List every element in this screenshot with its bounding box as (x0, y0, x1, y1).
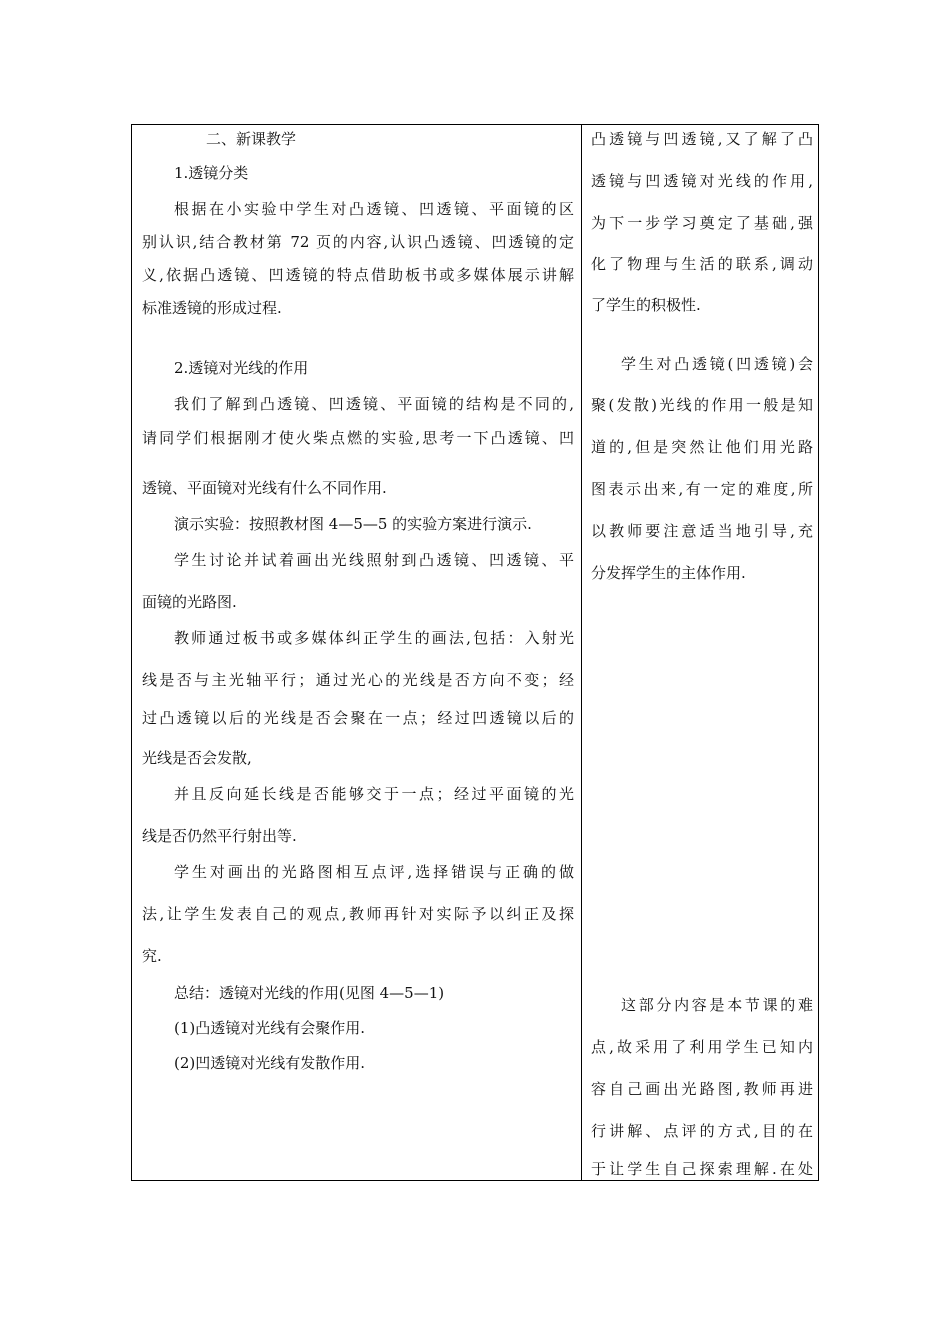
text-line: 透镜与凹透镜对光线的作用, (591, 172, 813, 190)
text-line: 了学生的积极性. (591, 296, 701, 314)
text-line: 透镜、平面镜对光线有什么不同作用. (142, 479, 387, 497)
text-line: 演示实验：按照教材图 4—5—5 的实验方案进行演示. (174, 515, 532, 533)
text-line: 教师通过板书或多媒体纠正学生的画法,包括：入射光 (174, 629, 574, 647)
text-line: 总结：透镜对光线的作用(见图 4—5—1) (174, 984, 445, 1002)
text-line: 容自己画出光路图,教师再进 (591, 1080, 813, 1098)
text-line: (1)凸透镜对光线有会聚作用. (174, 1019, 366, 1037)
text-line: 二、新课教学 (206, 130, 297, 148)
text-line: 这部分内容是本节课的难 (621, 996, 813, 1014)
text-line: 图表示出来,有一定的难度,所 (591, 480, 813, 498)
text-line: 行讲解、点评的方式,目的在 (591, 1122, 813, 1140)
text-line: 2.透镜对光线的作用 (174, 359, 309, 377)
text-line: 面镜的光路图. (142, 593, 237, 611)
text-line: 请同学们根据刚才使火柴点燃的实验,思考一下凸透镜、凹 (142, 429, 574, 447)
text-line: 标准透镜的形成过程. (142, 299, 282, 317)
text-line: 学生讨论并试着画出光线照射到凸透镜、凹透镜、平 (174, 551, 574, 569)
text-line: 过凸透镜以后的光线是否会聚在一点；经过凹透镜以后的 (142, 709, 574, 727)
text-line: 别认识,结合教材第 72 页的内容,认识凸透镜、凹透镜的定 (142, 233, 574, 251)
text-line: 线是否与主光轴平行；通过光心的光线是否方向不变；经 (142, 671, 574, 689)
text-line: 根据在小实验中学生对凸透镜、凹透镜、平面镜的区 (174, 200, 574, 218)
text-line: 学生对画出的光路图相互点评,选择错误与正确的做 (174, 863, 574, 881)
text-line: 义,依据凸透镜、凹透镜的特点借助板书或多媒体展示讲解 (142, 266, 574, 284)
text-line: 道的,但是突然让他们用光路 (591, 438, 813, 456)
text-line: 聚(发散)光线的作用一般是知 (591, 396, 813, 414)
text-line: 以教师要注意适当地引导,充 (591, 522, 813, 540)
text-line: 化了物理与生活的联系,调动 (591, 255, 813, 273)
text-line: 我们了解到凸透镜、凹透镜、平面镜的结构是不同的, (174, 395, 574, 413)
text-line: 于让学生自己探索理解.在处 (591, 1160, 813, 1178)
text-line: 为下一步学习奠定了基础,强 (591, 214, 813, 232)
text-line: 点,故采用了利用学生已知内 (591, 1038, 813, 1056)
column-divider (581, 125, 582, 1180)
text-line: 分发挥学生的主体作用. (591, 564, 746, 582)
text-line: 线是否仍然平行射出等. (142, 827, 297, 845)
text-line: 光线是否会发散, (142, 749, 252, 767)
text-line: (2)凹透镜对光线有发散作用. (174, 1054, 366, 1072)
text-line: 究. (142, 947, 162, 965)
text-line: 法,让学生发表自己的观点,教师再针对实际予以纠正及探 (142, 905, 574, 923)
text-line: 并且反向延长线是否能够交于一点；经过平面镜的光 (174, 785, 574, 803)
text-line: 学生对凸透镜(凹透镜)会 (621, 355, 813, 373)
text-line: 1.透镜分类 (174, 164, 249, 182)
text-line: 凸透镜与凹透镜,又了解了凸 (591, 130, 813, 148)
lesson-plan-table (131, 124, 819, 1181)
